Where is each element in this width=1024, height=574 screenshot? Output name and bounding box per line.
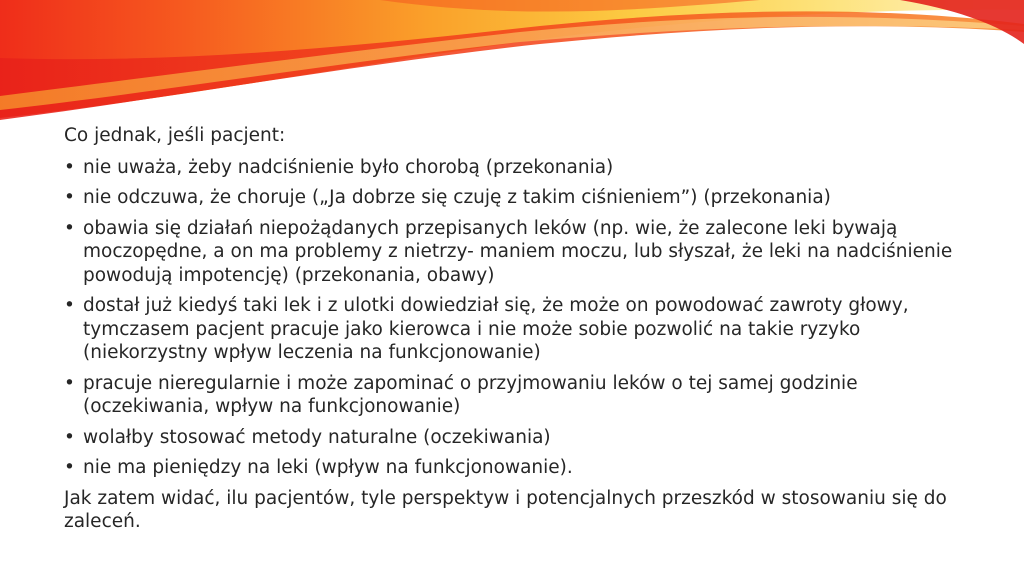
list-item-text: nie uważa, żeby nadciśnienie było chorobą (przekonania) [83,156,614,178]
list-item [64,372,964,419]
decorative-banner [0,0,1024,130]
list-item [64,186,964,210]
list-item [64,456,964,480]
bullet-dot: • [64,372,75,394]
intro-text: Co jednak, jeśli pacjent: [64,125,286,146]
list-item-text: obawia się działań niepożądanych przepisanych leków (np. wie, że zalecone leki bywają moczopędne, a on ma problemy z nietrzy- maniem moczu, lub słyszał, że leki na nadciśnienie powodują impotencję) (przekonania, obawy) [83,217,953,286]
slide-content [64,124,964,542]
bullet-dot: • [64,426,75,448]
list-item-text: nie odczuwa, że choruje („Ja dobrze się czuję z takim ciśnieniem”) (przekonania) [83,187,831,208]
bullet-dot: • [64,217,75,239]
list-item [64,426,964,450]
list-item-text: dostał już kiedyś taki lek i z ulotki dowiedział się, że może on powodować zawroty głowy, tymczasem pacjent pracuje jako kierowca i nie może sobie pozwolić na takie ryzyko (niekorzystny wpływ leczenia na funkcjonowanie) [83,295,909,363]
bullet-dot: • [64,295,75,316]
outro-text: Jak zatem widać, ilu pacjentów, tyle perspektyw i potencjalnych przeszkód w stosowaniu się do zaleceń. [64,487,947,532]
list-item-text: wolałby stosować metody naturalne (oczekiwania) [83,426,551,448]
bullet-dot: • [64,156,75,178]
bullet-dot: • [64,187,75,208]
bullet-list [64,156,964,480]
list-item-text: pracuje nieregularnie i może zapominać o przyjmowaniu leków o tej samej godzinie (oczekiwania, wpływ na funkcjonowanie) [83,372,858,417]
list-item-text: nie ma pieniędzy na leki (wpływ na funkcjonowanie). [83,457,573,478]
list-item [64,294,964,365]
bullet-dot: • [64,457,75,478]
list-item [64,156,964,180]
list-item [64,217,964,288]
